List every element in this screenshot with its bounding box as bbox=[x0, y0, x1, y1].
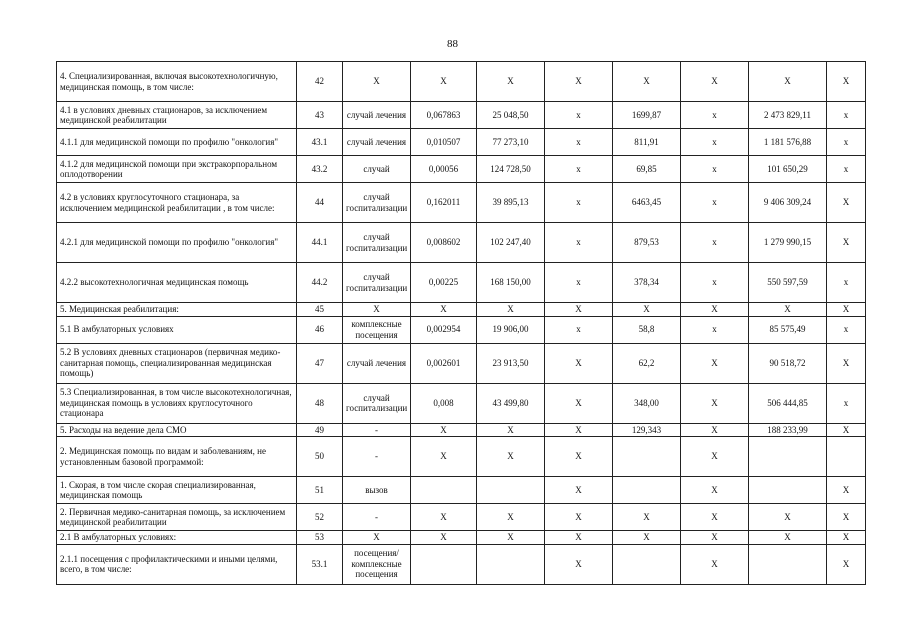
row-code: 46 bbox=[297, 316, 343, 343]
table-row bbox=[57, 423, 866, 437]
row-value-3: 0,008602 bbox=[411, 223, 477, 263]
row-value-7: X bbox=[681, 544, 749, 584]
row-value-7: X bbox=[681, 504, 749, 531]
row-code: 44 bbox=[297, 183, 343, 223]
row-value-4: 77 273,10 bbox=[477, 129, 545, 156]
row-value-5: X bbox=[545, 504, 613, 531]
row-value-7: X bbox=[681, 383, 749, 423]
row-value-5: x bbox=[545, 223, 613, 263]
row-value-6: 811,91 bbox=[613, 129, 681, 156]
row-value-8: 9 406 309,24 bbox=[749, 183, 827, 223]
table-row bbox=[57, 504, 866, 531]
row-value-9: X bbox=[827, 183, 866, 223]
row-unit: случай лечения bbox=[343, 129, 411, 156]
row-value-7: X bbox=[681, 303, 749, 317]
row-code: 53.1 bbox=[297, 544, 343, 584]
row-code: 53 bbox=[297, 531, 343, 545]
data-table bbox=[56, 61, 866, 585]
row-value-3: X bbox=[411, 62, 477, 102]
table-row bbox=[57, 477, 866, 504]
row-value-3: X bbox=[411, 504, 477, 531]
row-value-5: X bbox=[545, 531, 613, 545]
row-value-4: 102 247,40 bbox=[477, 223, 545, 263]
row-value-7: X bbox=[681, 423, 749, 437]
row-name: 2.1 В амбулаторных условиях: bbox=[57, 531, 297, 545]
row-value-4: 19 906,00 bbox=[477, 316, 545, 343]
row-value-5: X bbox=[545, 62, 613, 102]
row-value-8: X bbox=[749, 303, 827, 317]
row-value-8: 85 575,49 bbox=[749, 316, 827, 343]
row-code: 48 bbox=[297, 383, 343, 423]
row-name: 5. Расходы на ведение дела СМО bbox=[57, 423, 297, 437]
table-row bbox=[57, 544, 866, 584]
row-value-6: 348,00 bbox=[613, 383, 681, 423]
row-code: 47 bbox=[297, 343, 343, 383]
row-value-8 bbox=[749, 477, 827, 504]
row-unit: случай госпитализации bbox=[343, 183, 411, 223]
row-unit: случай лечения bbox=[343, 102, 411, 129]
table-row bbox=[57, 437, 866, 477]
row-code: 44.2 bbox=[297, 263, 343, 303]
row-value-7: x bbox=[681, 316, 749, 343]
row-value-8: 506 444,85 bbox=[749, 383, 827, 423]
row-code: 43.1 bbox=[297, 129, 343, 156]
row-value-6: X bbox=[613, 531, 681, 545]
row-value-9: x bbox=[827, 383, 866, 423]
row-value-5: X bbox=[545, 477, 613, 504]
table-row bbox=[57, 183, 866, 223]
table-row bbox=[57, 316, 866, 343]
row-value-9: X bbox=[827, 477, 866, 504]
row-unit: случай госпитализации bbox=[343, 263, 411, 303]
row-value-9: X bbox=[827, 504, 866, 531]
row-value-3: 0,002954 bbox=[411, 316, 477, 343]
row-value-6 bbox=[613, 477, 681, 504]
row-value-5: x bbox=[545, 316, 613, 343]
row-value-7: X bbox=[681, 343, 749, 383]
row-value-3 bbox=[411, 544, 477, 584]
table-row bbox=[57, 383, 866, 423]
row-code: 42 bbox=[297, 62, 343, 102]
row-value-8: 2 473 829,11 bbox=[749, 102, 827, 129]
row-value-6: 69,85 bbox=[613, 156, 681, 183]
row-value-6: X bbox=[613, 62, 681, 102]
row-value-6: X bbox=[613, 504, 681, 531]
row-unit: - bbox=[343, 504, 411, 531]
row-value-3: 0,008 bbox=[411, 383, 477, 423]
row-name: 4.1.2 для медицинской помощи при экстракорпоральном оплодотворении bbox=[57, 156, 297, 183]
row-value-8: 1 279 990,15 bbox=[749, 223, 827, 263]
row-value-3: 0,010507 bbox=[411, 129, 477, 156]
row-value-7: x bbox=[681, 183, 749, 223]
row-value-9 bbox=[827, 437, 866, 477]
row-value-6 bbox=[613, 544, 681, 584]
row-value-9: x bbox=[827, 156, 866, 183]
row-value-3 bbox=[411, 477, 477, 504]
row-value-9: X bbox=[827, 223, 866, 263]
row-value-4 bbox=[477, 544, 545, 584]
row-value-5: x bbox=[545, 102, 613, 129]
row-name: 5.2 В условиях дневных стационаров (первичная медико-санитарная помощь, специализированная медицинская помощь) bbox=[57, 343, 297, 383]
row-name: 4.2 в условиях круглосуточного стационара, за исключением медицинской реабилитации , в том числе: bbox=[57, 183, 297, 223]
row-value-4: X bbox=[477, 423, 545, 437]
row-name: 4.2.2 высокотехнологичная медицинская помощь bbox=[57, 263, 297, 303]
row-value-8: X bbox=[749, 531, 827, 545]
row-value-3: X bbox=[411, 423, 477, 437]
row-name: 5.3 Специализированная, в том числе высокотехнологичная, медицинская помощь в условиях круглосуточного стационара bbox=[57, 383, 297, 423]
row-unit: случай госпитализации bbox=[343, 383, 411, 423]
row-value-3: 0,00225 bbox=[411, 263, 477, 303]
row-name: 4. Специализированная, включая высокотехнологичную, медицинская помощь, в том числе: bbox=[57, 62, 297, 102]
table-row bbox=[57, 129, 866, 156]
row-code: 43.2 bbox=[297, 156, 343, 183]
row-value-4: X bbox=[477, 62, 545, 102]
row-unit: случай лечения bbox=[343, 343, 411, 383]
row-value-7: X bbox=[681, 62, 749, 102]
row-value-4: 23 913,50 bbox=[477, 343, 545, 383]
row-value-6: 62,2 bbox=[613, 343, 681, 383]
row-unit: вызов bbox=[343, 477, 411, 504]
row-value-5: x bbox=[545, 263, 613, 303]
row-value-5: x bbox=[545, 183, 613, 223]
row-code: 50 bbox=[297, 437, 343, 477]
row-value-9: x bbox=[827, 102, 866, 129]
row-code: 52 bbox=[297, 504, 343, 531]
row-value-4: X bbox=[477, 531, 545, 545]
row-value-3: 0,00056 bbox=[411, 156, 477, 183]
row-value-7: x bbox=[681, 102, 749, 129]
row-name: 2. Первичная медико-санитарная помощь, за исключением медицинской реабилитации bbox=[57, 504, 297, 531]
row-value-8: 188 233,99 bbox=[749, 423, 827, 437]
row-value-5: X bbox=[545, 343, 613, 383]
row-code: 44.1 bbox=[297, 223, 343, 263]
row-value-8: X bbox=[749, 504, 827, 531]
row-unit: X bbox=[343, 303, 411, 317]
row-value-4: 25 048,50 bbox=[477, 102, 545, 129]
table-row bbox=[57, 531, 866, 545]
row-value-8: 90 518,72 bbox=[749, 343, 827, 383]
row-value-7: x bbox=[681, 263, 749, 303]
row-value-4 bbox=[477, 477, 545, 504]
row-value-8 bbox=[749, 437, 827, 477]
row-unit: X bbox=[343, 62, 411, 102]
row-value-6: 129,343 bbox=[613, 423, 681, 437]
row-value-5: X bbox=[545, 383, 613, 423]
row-unit: X bbox=[343, 531, 411, 545]
row-value-9: x bbox=[827, 316, 866, 343]
table-row bbox=[57, 102, 866, 129]
row-value-6: 1699,87 bbox=[613, 102, 681, 129]
row-value-4: 43 499,80 bbox=[477, 383, 545, 423]
row-value-6: 378,34 bbox=[613, 263, 681, 303]
row-value-6: 879,53 bbox=[613, 223, 681, 263]
row-name: 1. Скорая, в том числе скорая специализированная, медицинская помощь bbox=[57, 477, 297, 504]
row-value-4: X bbox=[477, 303, 545, 317]
row-value-5: x bbox=[545, 156, 613, 183]
row-value-3: X bbox=[411, 531, 477, 545]
row-name: 5. Медицинская реабилитация: bbox=[57, 303, 297, 317]
row-name: 5.1 В амбулаторных условиях bbox=[57, 316, 297, 343]
table-row bbox=[57, 343, 866, 383]
row-unit: случай госпитализации bbox=[343, 223, 411, 263]
row-value-5: x bbox=[545, 129, 613, 156]
row-name: 4.1 в условиях дневных стационаров, за исключением медицинской реабилитации bbox=[57, 102, 297, 129]
row-value-7: x bbox=[681, 223, 749, 263]
row-value-4: 39 895,13 bbox=[477, 183, 545, 223]
row-name: 2. Медицинская помощь по видам и заболеваниям, не установленным базовой программой: bbox=[57, 437, 297, 477]
row-code: 43 bbox=[297, 102, 343, 129]
row-value-7: X bbox=[681, 477, 749, 504]
row-unit: - bbox=[343, 423, 411, 437]
row-value-8: 1 181 576,88 bbox=[749, 129, 827, 156]
row-value-7: x bbox=[681, 129, 749, 156]
row-name: 4.2.1 для медицинской помощи по профилю "онкология" bbox=[57, 223, 297, 263]
row-value-5: X bbox=[545, 544, 613, 584]
row-value-7: x bbox=[681, 156, 749, 183]
row-value-7: X bbox=[681, 437, 749, 477]
row-value-3: 0,162011 bbox=[411, 183, 477, 223]
row-value-4: X bbox=[477, 437, 545, 477]
row-unit: случай bbox=[343, 156, 411, 183]
row-value-8: X bbox=[749, 62, 827, 102]
row-name: 4.1.1 для медицинской помощи по профилю "онкология" bbox=[57, 129, 297, 156]
row-value-3: 0,067863 bbox=[411, 102, 477, 129]
row-value-5: X bbox=[545, 437, 613, 477]
row-name: 2.1.1 посещения с профилактическими и иными целями, всего, в том числе: bbox=[57, 544, 297, 584]
row-value-9: X bbox=[827, 62, 866, 102]
row-value-4: 124 728,50 bbox=[477, 156, 545, 183]
page-number: 88 bbox=[447, 38, 458, 50]
table-row bbox=[57, 62, 866, 102]
row-value-5: X bbox=[545, 303, 613, 317]
row-value-6: 6463,45 bbox=[613, 183, 681, 223]
row-value-8: 550 597,59 bbox=[749, 263, 827, 303]
row-value-9: X bbox=[827, 343, 866, 383]
row-value-7: X bbox=[681, 531, 749, 545]
row-value-3: X bbox=[411, 437, 477, 477]
row-value-5: X bbox=[545, 423, 613, 437]
row-value-4: X bbox=[477, 504, 545, 531]
row-unit: посещения/комплексные посещения bbox=[343, 544, 411, 584]
table-row bbox=[57, 303, 866, 317]
row-code: 45 bbox=[297, 303, 343, 317]
row-value-9: x bbox=[827, 263, 866, 303]
table-row bbox=[57, 156, 866, 183]
row-value-8 bbox=[749, 544, 827, 584]
row-value-8: 101 650,29 bbox=[749, 156, 827, 183]
row-value-9: X bbox=[827, 544, 866, 584]
row-value-6: 58,8 bbox=[613, 316, 681, 343]
row-value-9: x bbox=[827, 129, 866, 156]
row-value-9: X bbox=[827, 423, 866, 437]
row-value-9: X bbox=[827, 303, 866, 317]
table-row bbox=[57, 223, 866, 263]
row-value-9: X bbox=[827, 531, 866, 545]
row-code: 49 bbox=[297, 423, 343, 437]
row-value-3: X bbox=[411, 303, 477, 317]
row-unit: - bbox=[343, 437, 411, 477]
row-value-6 bbox=[613, 437, 681, 477]
row-value-6: X bbox=[613, 303, 681, 317]
row-code: 51 bbox=[297, 477, 343, 504]
row-unit: комплексные посещения bbox=[343, 316, 411, 343]
table-row bbox=[57, 263, 866, 303]
row-value-3: 0,002601 bbox=[411, 343, 477, 383]
row-value-4: 168 150,00 bbox=[477, 263, 545, 303]
